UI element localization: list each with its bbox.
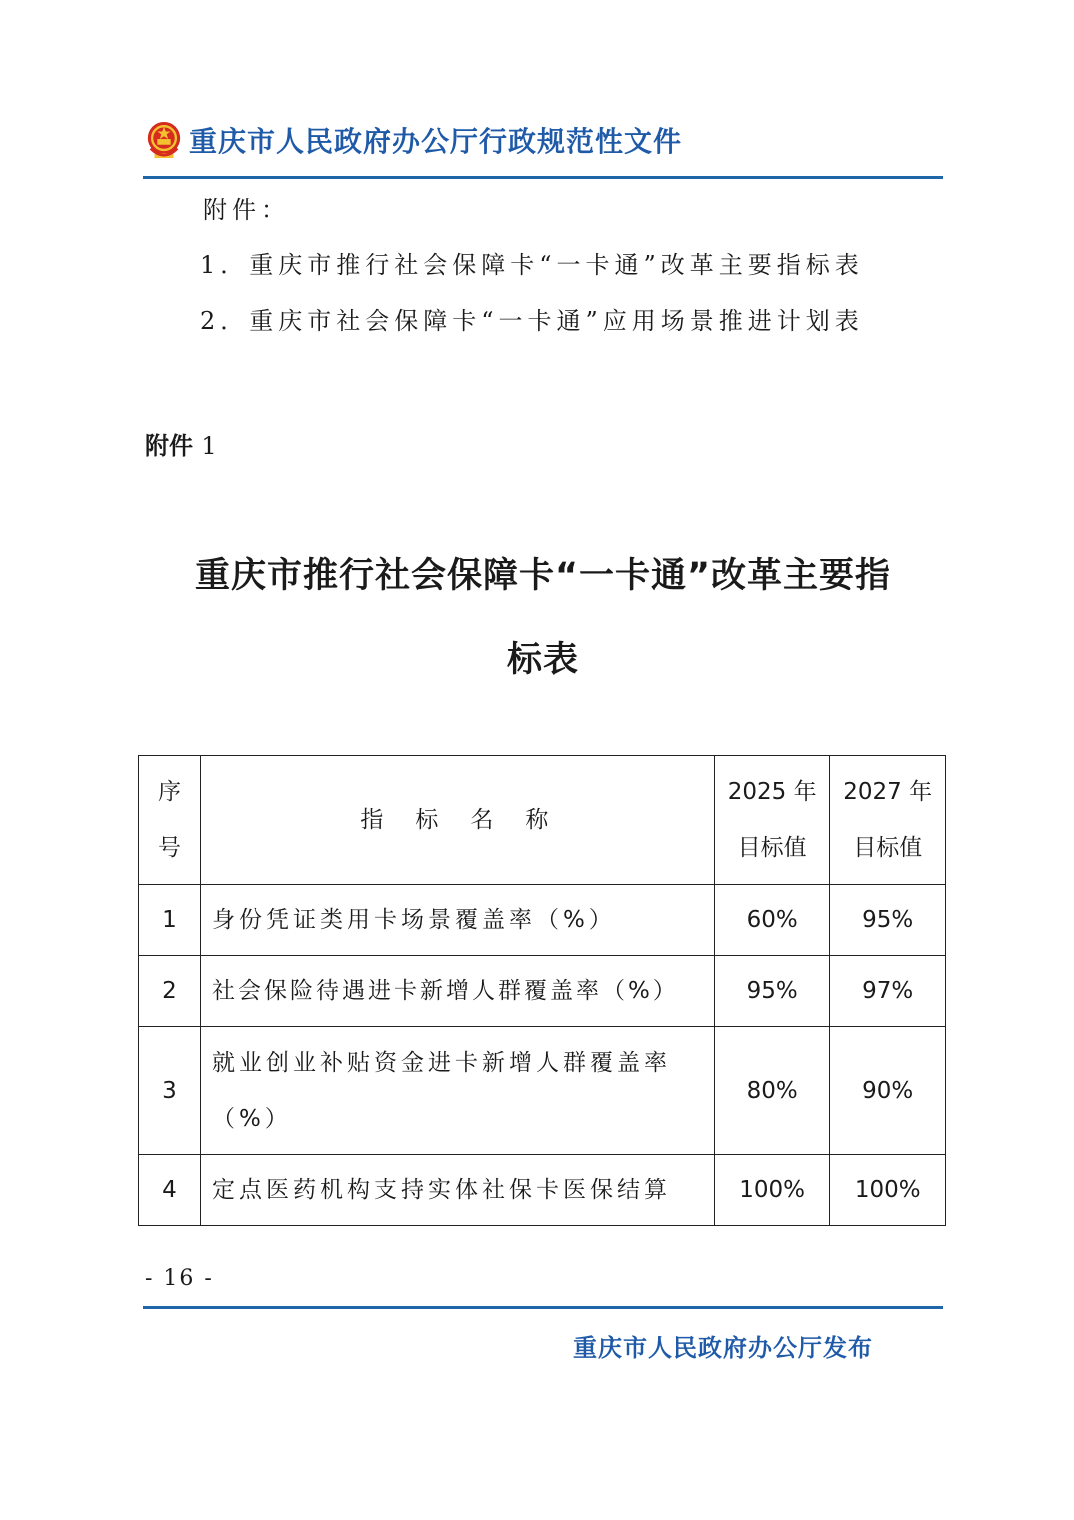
footer-publisher: 重庆市人民政府办公厅发布: [573, 1334, 873, 1362]
row-target-2027: 100%: [830, 1155, 946, 1226]
header-2027-target: 目标值: [853, 835, 923, 861]
footer-rule: [143, 1306, 943, 1309]
row-target-2027: 90%: [830, 1027, 946, 1155]
header-2025-target: 目标值: [737, 835, 807, 861]
header-no: [139, 756, 201, 885]
row-no: 1: [139, 885, 201, 956]
table-row: [139, 956, 946, 1027]
attachments-label: 附件：: [203, 196, 290, 224]
national-emblem-icon: [145, 120, 183, 160]
indicator-table: [138, 755, 946, 1226]
row-target-2025: 95%: [714, 956, 830, 1027]
header-title: 重庆市人民政府办公厅行政规范性文件: [189, 125, 683, 158]
annex-heading: [145, 426, 217, 461]
header-name-char: 称: [525, 807, 549, 833]
header-name-char: 指: [360, 807, 384, 833]
header-2027: [830, 756, 946, 885]
row-target-2027: 97%: [830, 956, 946, 1027]
attachment-item: 1．重庆市推行社会保障卡“一卡通”改革主要指标表: [200, 251, 864, 279]
row-target-2025: 80%: [714, 1027, 830, 1155]
header-rule: [143, 176, 943, 179]
row-target-2025: 60%: [714, 885, 830, 956]
row-target-2025: 100%: [714, 1155, 830, 1226]
page-number: - 16 -: [145, 1266, 214, 1291]
header-2025-year: 2025 年: [727, 779, 817, 805]
row-target-2027: 95%: [830, 885, 946, 956]
document-title: 重庆市推行社会保障卡“一卡通”改革主要指: [194, 556, 891, 596]
header-2027-year: 2027 年: [843, 779, 933, 805]
row-indicator-name: 就业创业补贴资金进卡新增人群覆盖率（%）: [200, 1027, 714, 1155]
row-indicator-name: 身份凭证类用卡场景覆盖率（%）: [200, 885, 714, 956]
attachment-item: 2．重庆市社会保障卡“一卡通”应用场景推进计划表: [200, 307, 864, 335]
row-no: 4: [139, 1155, 201, 1226]
document-title-continued: 标表: [506, 640, 579, 680]
table-row: [139, 1027, 946, 1155]
document-header: [145, 120, 682, 160]
table-header-row: [139, 756, 946, 885]
header-name: [200, 756, 714, 885]
annex-number: 1: [201, 432, 217, 460]
header-2025: [714, 756, 830, 885]
table-row: [139, 885, 946, 956]
row-indicator-name: 定点医药机构支持实体社保卡医保结算: [200, 1155, 714, 1226]
row-no: 2: [139, 956, 201, 1027]
table-row: [139, 1155, 946, 1226]
header-name-char: 标: [415, 807, 439, 833]
annex-label: 附件: [145, 432, 193, 460]
row-indicator-name: 社会保险待遇进卡新增人群覆盖率（%）: [200, 956, 714, 1027]
header-name-char: 名: [470, 807, 494, 833]
header-no-label: 序号: [157, 779, 181, 861]
row-no: 3: [139, 1027, 201, 1155]
